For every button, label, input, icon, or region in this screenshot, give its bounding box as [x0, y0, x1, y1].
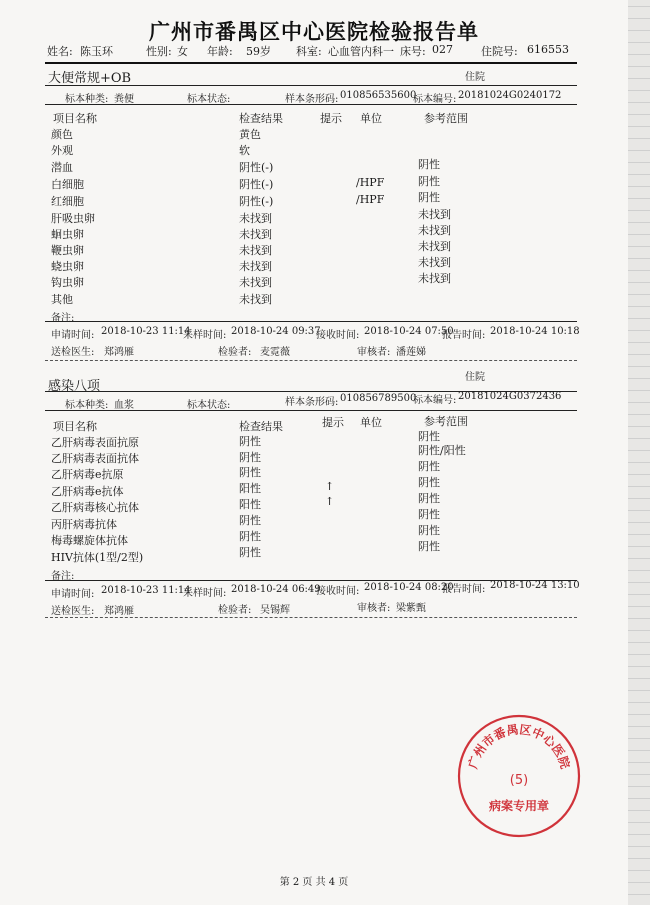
divider: [45, 85, 577, 86]
barcode: 010856535600: [340, 90, 417, 101]
item-result: 阴性: [239, 435, 261, 448]
item-name: 外观: [51, 144, 73, 157]
reviewer-label: 审核者:: [357, 347, 391, 358]
request-time-label: 申请时间:: [51, 589, 95, 600]
item-ref: 阴性: [418, 191, 440, 204]
item-name: 乙肝病毒e抗原: [51, 468, 124, 481]
request-time: 2018-10-23 11:14: [101, 326, 191, 337]
item-name: 蛔虫卵: [51, 228, 84, 241]
patient-type: 住院: [465, 372, 485, 383]
report-time-label: 报告时间:: [442, 330, 486, 341]
item-name: HIV抗体(1型/2型): [51, 551, 144, 564]
item-unit: /HPF: [356, 176, 385, 189]
report-time: 2018-10-24 13:10: [490, 580, 580, 591]
item-result: 未找到: [239, 276, 272, 289]
admission-label: 住院号:: [481, 45, 518, 58]
stamp-number: (5): [509, 773, 529, 788]
patient-age: 59岁: [246, 45, 271, 58]
item-result: 阴性(-): [239, 178, 274, 191]
collect-time-label: 采样时间:: [183, 588, 227, 599]
dept-label: 科室:: [296, 45, 322, 58]
report-title: 广州市番禺区中心医院检验报告单: [149, 19, 479, 44]
item-name: 梅毒螺旋体抗体: [51, 534, 128, 547]
specimen-type-label: 标本种类:: [65, 94, 109, 105]
patient-bed: 027: [432, 43, 453, 56]
item-ref: 阴性: [418, 430, 440, 443]
item-result: 阳性: [239, 498, 261, 511]
item-name: 乙肝病毒e抗体: [51, 485, 124, 498]
item-ref: 阴性: [418, 460, 440, 473]
col-unit-header: 单位: [360, 112, 382, 125]
item-result: 软: [239, 144, 250, 157]
receive-time-label: 接收时间:: [316, 330, 360, 341]
binder-edge: [628, 0, 650, 905]
item-result: 阴性: [239, 514, 261, 527]
receive-time-label: 接收时间:: [316, 586, 360, 597]
item-ref: 阴性: [418, 158, 440, 171]
specimen-no-label: 标本编号:: [413, 94, 457, 105]
barcode-label: 样本条形码:: [285, 397, 339, 408]
page-number: 第 2 页 共 4 页: [279, 877, 349, 888]
barcode: 010856789500: [340, 393, 417, 404]
item-ref: 阴性: [418, 540, 440, 553]
item-ref: 阴性: [418, 175, 440, 188]
tester: 吴锡辉: [260, 605, 290, 616]
request-time: 2018-10-23 11:14: [101, 585, 191, 596]
item-result: 阴性: [239, 546, 261, 559]
collect-time: 2018-10-24 06:49: [231, 584, 321, 595]
item-name: 蛲虫卵: [51, 260, 84, 273]
item-name: 钩虫卵: [51, 276, 84, 289]
item-ref: 阴性: [418, 492, 440, 505]
name-label: 姓名:: [47, 45, 73, 58]
bed-label: 床号:: [400, 45, 426, 58]
tester-label: 检验者:: [218, 605, 252, 616]
item-result: 阴性: [239, 530, 261, 543]
item-result: 未找到: [239, 212, 272, 225]
item-name: 潜血: [51, 161, 73, 174]
specimen-status-label: 标本状态:: [187, 400, 231, 411]
patient-name: 陈玉环: [80, 45, 113, 58]
specimen-type: 粪便: [114, 94, 134, 105]
item-name: 其他: [51, 293, 73, 306]
stamp-text-top: 广州市番禺区中心医院: [465, 722, 573, 771]
sender: 郑鸿雁: [104, 347, 134, 358]
col-flag-header: 提示: [320, 112, 342, 125]
age-label: 年龄:: [207, 45, 233, 58]
item-result: 黄色: [239, 128, 261, 141]
item-ref: 未找到: [418, 208, 451, 221]
col-result-header: 检查结果: [239, 420, 283, 433]
sex-label: 性别:: [146, 45, 172, 58]
item-name: 红细胞: [51, 195, 84, 208]
item-ref: 阴性: [418, 508, 440, 521]
admission-no: 616553: [527, 43, 569, 56]
specimen-status-label: 标本状态:: [187, 94, 231, 105]
specimen-type: 血浆: [114, 400, 134, 411]
item-ref: 阴性: [418, 524, 440, 537]
item-name: 乙肝病毒表面抗体: [51, 452, 139, 465]
item-result: 阴性(-): [239, 195, 274, 208]
sender-label: 送检医生:: [51, 606, 95, 617]
item-result: 阴性: [239, 466, 261, 479]
item-flag: ↑: [325, 480, 335, 493]
col-item-header: 项目名称: [53, 420, 97, 433]
barcode-label: 样本条形码:: [285, 94, 339, 105]
item-flag: ↑: [325, 495, 335, 508]
col-item-header: 项目名称: [53, 112, 97, 125]
section-title: 大便常规+OB: [48, 71, 132, 86]
col-unit-header: 单位: [360, 416, 382, 429]
item-ref: 阴性: [418, 476, 440, 489]
reviewer-label: 审核者:: [357, 603, 391, 614]
reviewer: 梁紫甄: [396, 603, 426, 614]
item-result: 未找到: [239, 293, 272, 306]
item-result: 阴性(-): [239, 161, 274, 174]
specimen-no-label: 标本编号:: [413, 395, 457, 406]
item-result: 未找到: [239, 260, 272, 273]
patient-sex: 女: [177, 45, 188, 58]
patient-dept: 心血管内科一: [328, 45, 394, 58]
tester: 麦霓薇: [260, 347, 290, 358]
divider: [45, 321, 577, 322]
col-result-header: 检查结果: [239, 112, 283, 125]
item-name: 丙肝病毒抗体: [51, 518, 117, 531]
divider: [45, 410, 577, 411]
item-unit: /HPF: [356, 193, 385, 206]
collect-time-label: 采样时间:: [183, 330, 227, 341]
specimen-no: 20181024G0372436: [458, 391, 562, 402]
receive-time: 2018-10-24 08:20: [364, 582, 454, 593]
item-ref: 未找到: [418, 240, 451, 253]
report-time: 2018-10-24 10:18: [490, 326, 580, 337]
section-title: 感染八项: [48, 379, 101, 394]
item-result: 阴性: [239, 451, 261, 464]
section-separator: [45, 617, 577, 618]
item-ref: 未找到: [418, 256, 451, 269]
stamp-text-bottom: 病案专用章: [488, 799, 550, 813]
specimen-no: 20181024G0240172: [458, 90, 562, 101]
specimen-type-label: 标本种类:: [65, 400, 109, 411]
col-ref-header: 参考范围: [424, 112, 468, 125]
collect-time: 2018-10-24 09:37: [231, 326, 321, 337]
section-separator: [45, 360, 577, 361]
item-ref: 未找到: [418, 224, 451, 237]
item-result: 未找到: [239, 244, 272, 257]
item-result: 阳性: [239, 482, 261, 495]
sender: 郑鸿雁: [104, 606, 134, 617]
remark-label: 备注:: [51, 571, 75, 582]
remark-label: 备注:: [51, 313, 75, 324]
item-name: 肝吸虫卵: [51, 212, 95, 225]
item-ref: 未找到: [418, 272, 451, 285]
tester-label: 检验者:: [218, 347, 252, 358]
reviewer: 潘莲娣: [396, 347, 426, 358]
item-name: 乙肝病毒表面抗原: [51, 436, 139, 449]
divider: [45, 104, 577, 105]
request-time-label: 申请时间:: [51, 330, 95, 341]
patient-type: 住院: [465, 72, 485, 83]
hospital-seal-icon: [455, 712, 583, 840]
col-ref-header: 参考范围: [424, 415, 468, 428]
sender-label: 送检医生:: [51, 347, 95, 358]
item-name: 颜色: [51, 128, 73, 141]
report-time-label: 报告时间:: [442, 584, 486, 595]
item-name: 鞭虫卵: [51, 244, 84, 257]
col-flag-header: 提示: [322, 416, 344, 429]
receive-time: 2018-10-24 07:50: [364, 326, 454, 337]
item-name: 乙肝病毒核心抗体: [51, 501, 139, 514]
item-name: 白细胞: [51, 178, 84, 191]
item-ref: 阴性/阳性: [418, 444, 466, 457]
header-divider: [45, 62, 577, 64]
item-result: 未找到: [239, 228, 272, 241]
